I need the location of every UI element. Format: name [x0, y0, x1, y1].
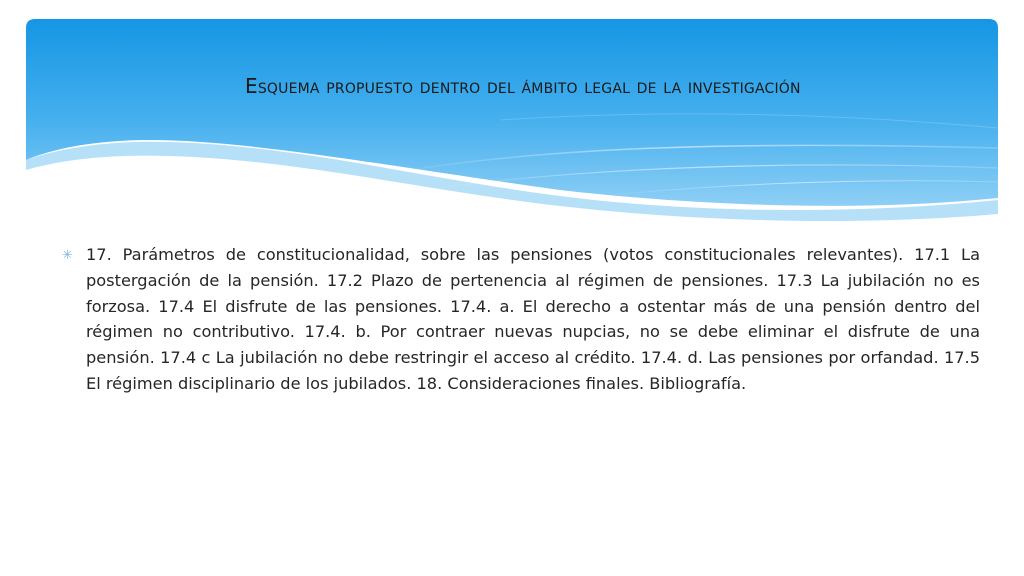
header-blue-band: [26, 19, 998, 206]
list-item: [62, 242, 980, 397]
bullet-list: [62, 242, 980, 397]
header-wave-background: [0, 0, 1024, 230]
slide-title: Esquema propuesto dentro del ámbito legal de la investigación: [245, 74, 801, 98]
asterisk-bullet-icon: ✳: [62, 248, 73, 263]
bullet-text: 17. Parámetros de constitucionalidad, sobre las pensiones (votos constitucionales relevantes). 17.1 La postergación de la pensión. 17.2 Plazo de pertenencia al régimen de pensiones. 17.3 La jubilación no es forzosa. 17.4 El disfrute de las pensiones. 17.4. a. El derecho a ostentar más de una pensión dentro del régimen no contributivo. 17.4. b. Por contraer nuevas nupcias, no se debe eliminar el disfrute de una pensión. 17.4 c La jubilación no debe restringir el acceso al crédito. 17.4. d. Las pensiones por orfandad. 17.5 El régimen disciplinario de los jubilados. 18. Consideraciones finales. Bibliografía.: [86, 245, 980, 393]
